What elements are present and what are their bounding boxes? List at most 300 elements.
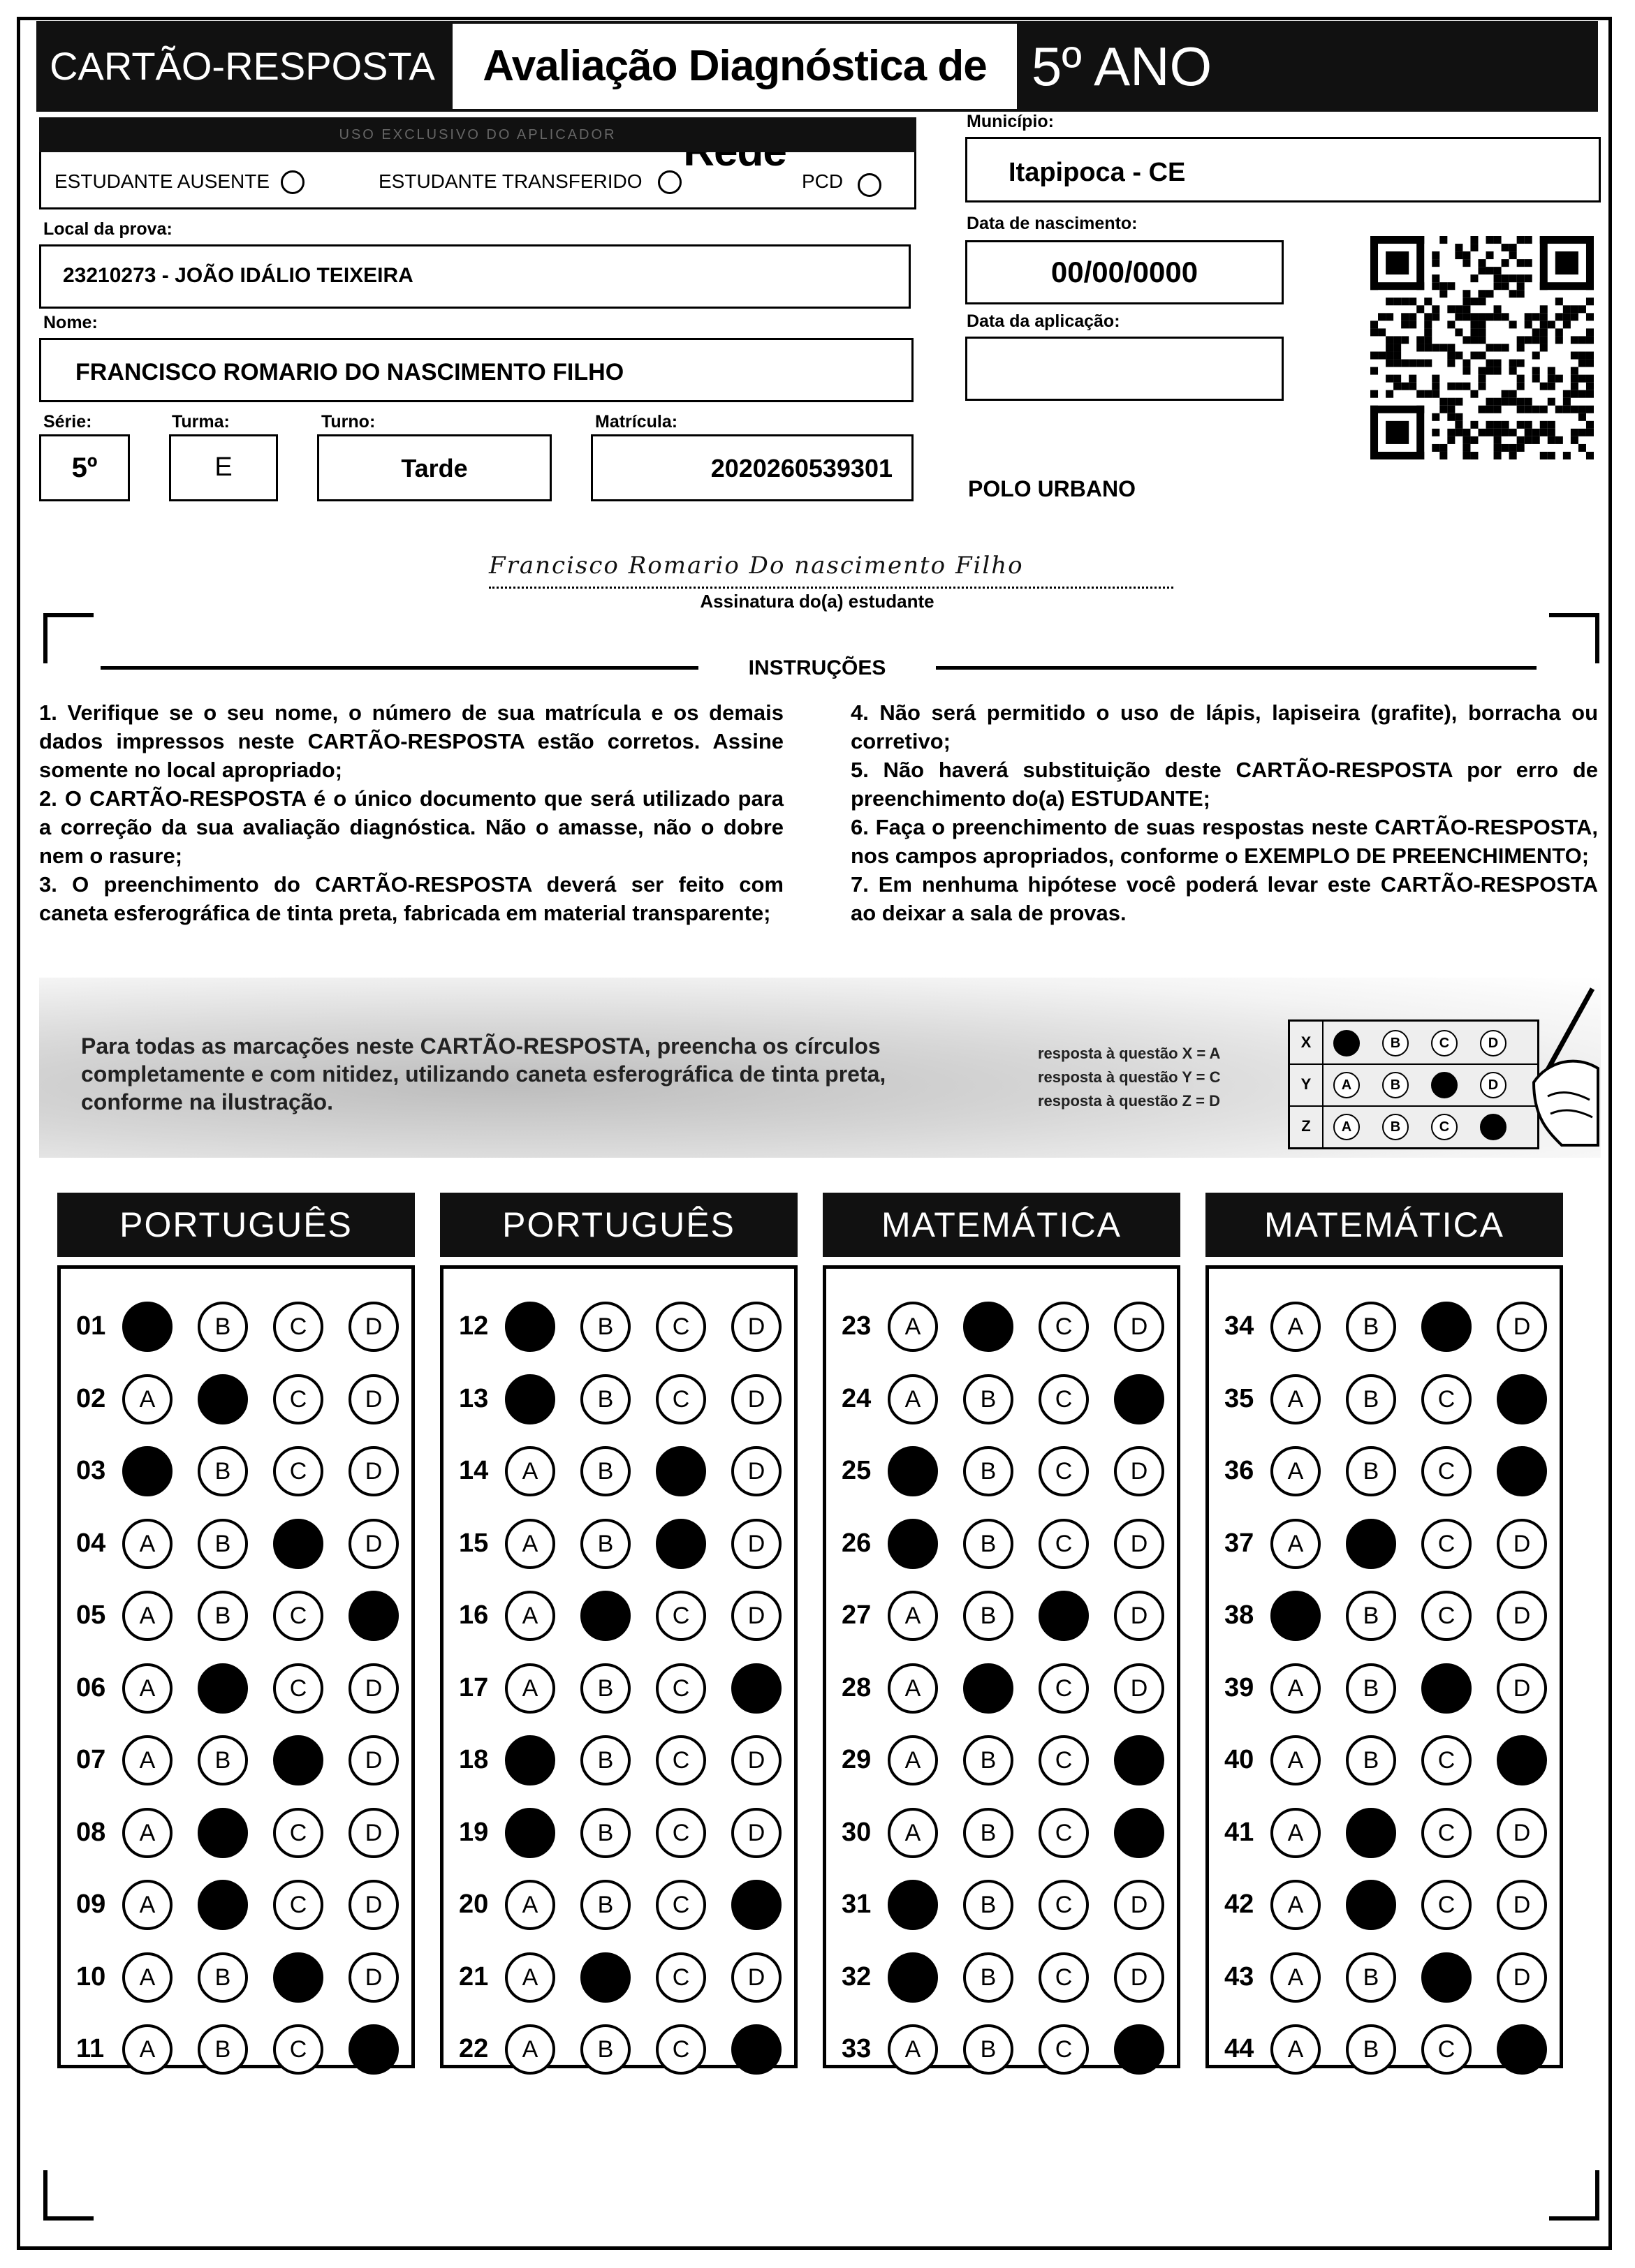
answer-bubble-d[interactable] [731, 1663, 782, 1714]
answer-bubble-b[interactable]: B [963, 1374, 1013, 1424]
pcd-radio[interactable] [858, 173, 881, 197]
card-label: CARTÃO-RESPOSTA [50, 44, 435, 88]
answer-bubble-b[interactable]: B [198, 1591, 248, 1641]
answer-bubble-d[interactable] [1497, 1374, 1547, 1424]
question-number: 35 [1224, 1383, 1254, 1413]
qr-code [1370, 236, 1594, 459]
absent-radio[interactable] [281, 170, 305, 194]
answer-bubble-c[interactable] [1421, 1952, 1472, 2003]
answer-column-2 [440, 1265, 798, 2068]
question-number: 08 [76, 1817, 106, 1847]
pcd-label: PCD [802, 170, 844, 192]
answer-bubble-d[interactable]: D [1114, 1446, 1164, 1496]
answer-bubble-d[interactable]: D [731, 1519, 782, 1569]
question-number: 22 [459, 2034, 489, 2063]
answer-bubble-c[interactable]: C [1421, 2024, 1472, 2075]
answer-bubble-d[interactable] [1114, 1735, 1164, 1785]
answer-bubble-c[interactable]: C [1039, 1735, 1089, 1785]
answer-bubble-c[interactable]: C [656, 1591, 706, 1641]
answer-bubble-d[interactable]: D [1114, 1591, 1164, 1641]
answer-bubble-d[interactable] [1497, 2024, 1547, 2075]
question-number: 25 [842, 1456, 872, 1485]
answer-bubble-d[interactable]: D [731, 1374, 782, 1424]
answer-bubble-c[interactable]: C [1039, 1808, 1089, 1858]
answer-bubble-b[interactable]: B [1346, 1302, 1396, 1352]
instructions-rule-left [101, 666, 701, 670]
question-number: 01 [76, 1311, 106, 1341]
matricula-label: Matrícula: [595, 412, 678, 432]
answer-bubble-d[interactable]: D [731, 1952, 782, 2003]
answer-bubble-d[interactable] [349, 1591, 399, 1641]
answer-bubble-c[interactable] [656, 1519, 706, 1569]
answer-bubble-a[interactable]: A [505, 2024, 555, 2075]
answer-bubble-b[interactable]: B [963, 1519, 1013, 1569]
answer-bubble-c[interactable]: C [273, 1663, 323, 1714]
question-number: 12 [459, 1311, 489, 1341]
question-number: 11 [76, 2034, 105, 2063]
question-row [443, 1298, 794, 1354]
answer-bubble-b[interactable] [580, 1591, 631, 1641]
turma-value: E [214, 452, 233, 482]
answer-bubble-a[interactable]: A [505, 1952, 555, 2003]
answer-bubble-a[interactable]: A [122, 2024, 173, 2075]
answer-bubble-b[interactable]: B [198, 1519, 248, 1569]
answer-bubble-a[interactable] [505, 1374, 555, 1424]
question-number: 05 [76, 1600, 106, 1630]
question-row [61, 2021, 411, 2077]
answer-bubble-b[interactable] [580, 1952, 631, 2003]
question-row [61, 1298, 411, 1354]
question-row [1209, 1876, 1560, 1932]
answer-bubble-c[interactable] [273, 1735, 323, 1785]
answer-bubble-a[interactable]: A [122, 1880, 173, 1930]
example-bubble-b: B [1382, 1114, 1409, 1140]
answer-bubble-d[interactable]: D [731, 1302, 782, 1352]
answer-bubble-a[interactable]: A [505, 1519, 555, 1569]
answer-bubble-c[interactable]: C [1039, 1446, 1089, 1496]
answer-bubble-a[interactable]: A [1270, 1374, 1321, 1424]
answer-bubble-d[interactable]: D [1497, 1519, 1547, 1569]
answer-bubble-b[interactable]: B [580, 1446, 631, 1496]
exam-title: Avaliação Diagnóstica de [453, 24, 1017, 109]
question-number: 29 [842, 1745, 872, 1774]
answer-bubble-b[interactable]: B [1346, 1446, 1396, 1496]
answer-bubble-b[interactable]: B [580, 1735, 631, 1785]
answer-bubble-c[interactable] [1421, 1302, 1472, 1352]
absent-label: ESTUDANTE AUSENTE [54, 170, 270, 192]
fill-example-legend [1038, 1042, 1220, 1113]
example-bubble-a: A [1333, 1072, 1360, 1098]
answer-bubble-b[interactable]: B [963, 1591, 1013, 1641]
question-row [443, 1804, 794, 1860]
answer-bubble-d[interactable]: D [349, 1808, 399, 1858]
question-number: 37 [1224, 1528, 1254, 1558]
answer-bubble-c[interactable]: C [273, 2024, 323, 2075]
local-label: Local da prova: [43, 219, 173, 239]
answer-bubble-c[interactable]: C [656, 1808, 706, 1858]
answer-bubble-c[interactable]: C [656, 1374, 706, 1424]
answer-bubble-d[interactable]: D [731, 1446, 782, 1496]
legend-z: resposta à questão Z = D [1038, 1092, 1221, 1110]
example-bubble-b: B [1382, 1072, 1409, 1098]
question-row [1209, 1587, 1560, 1643]
answer-bubble-b[interactable]: B [1346, 2024, 1396, 2075]
serie-value: 5º [71, 452, 98, 483]
answer-bubble-a[interactable]: A [1270, 1808, 1321, 1858]
instructions-right [851, 698, 1598, 927]
answer-bubble-d[interactable]: D [349, 1880, 399, 1930]
answer-bubble-b[interactable]: B [963, 1880, 1013, 1930]
answer-bubble-b[interactable]: B [1346, 1374, 1396, 1424]
answer-bubble-a[interactable]: A [1270, 1952, 1321, 2003]
serie-label: Série: [43, 412, 92, 432]
question-row [826, 1443, 1177, 1498]
answer-bubble-c[interactable] [273, 1952, 323, 2003]
answer-bubble-d[interactable] [731, 1880, 782, 1930]
answer-bubble-b[interactable]: B [1346, 1952, 1396, 2003]
question-row [826, 1804, 1177, 1860]
question-row [61, 1876, 411, 1932]
answer-bubble-c[interactable]: C [273, 1446, 323, 1496]
question-row [61, 1732, 411, 1788]
answer-bubble-d[interactable] [349, 2024, 399, 2075]
answer-bubble-a[interactable]: A [1270, 1880, 1321, 1930]
answer-bubble-d[interactable]: D [349, 1735, 399, 1785]
aplicacao-label: Data da aplicação: [967, 311, 1120, 331]
answer-bubble-b[interactable]: B [1346, 1591, 1396, 1641]
answer-bubble-c[interactable]: C [273, 1808, 323, 1858]
instruction-2: 2. O CARTÃO-RESPOSTA é o único documento que será utilizado para a correção da sua avaliação diagnóstica. Não o amasse, não o dobre nem o rasure; [39, 786, 784, 868]
instruction-4: 4. Não será permitido o uso de lápis, lapiseira (grafite), borracha ou corretivo; [851, 700, 1598, 753]
answer-bubble-c[interactable]: C [273, 1591, 323, 1641]
transferred-label: ESTUDANTE TRANSFERIDO [379, 170, 643, 192]
answer-bubble-d[interactable]: D [1497, 1302, 1547, 1352]
question-number: 19 [459, 1817, 489, 1847]
answer-bubble-c[interactable]: C [273, 1374, 323, 1424]
answer-bubble-b[interactable]: B [963, 1446, 1013, 1496]
answer-bubble-d[interactable]: D [1497, 1591, 1547, 1641]
question-number: 16 [459, 1600, 489, 1630]
question-row [443, 1371, 794, 1427]
example-bubble-d: D [1480, 1072, 1506, 1098]
question-row [826, 1732, 1177, 1788]
answer-bubble-b[interactable] [198, 1880, 248, 1930]
student-signature: Francisco Romario Do nascimento Filho [489, 552, 1173, 589]
answer-bubble-b[interactable] [963, 1663, 1013, 1714]
answer-bubble-c[interactable]: C [1039, 1663, 1089, 1714]
question-row [826, 1587, 1177, 1643]
question-row [61, 1804, 411, 1860]
answer-bubble-d[interactable]: D [349, 1374, 399, 1424]
question-number: 34 [1224, 1311, 1254, 1341]
answer-bubble-a[interactable]: A [888, 1591, 938, 1641]
transferred-radio[interactable] [658, 170, 682, 194]
answer-bubble-d[interactable]: D [1114, 1663, 1164, 1714]
question-number: 38 [1224, 1600, 1254, 1630]
answer-bubble-b[interactable]: B [580, 1302, 631, 1352]
answer-bubble-b[interactable]: B [580, 1808, 631, 1858]
answer-bubble-d[interactable]: D [349, 1446, 399, 1496]
question-row [61, 1515, 411, 1571]
answer-bubble-a[interactable]: A [888, 2024, 938, 2075]
question-number: 20 [459, 1890, 489, 1919]
answer-bubble-a[interactable]: A [505, 1446, 555, 1496]
answer-bubble-d[interactable]: D [1497, 1952, 1547, 2003]
answer-bubble-c[interactable]: C [656, 2024, 706, 2075]
answer-bubble-b[interactable] [198, 1808, 248, 1858]
answer-bubble-a[interactable] [505, 1808, 555, 1858]
answer-bubble-d[interactable]: D [349, 1952, 399, 2003]
answer-bubble-d[interactable]: D [349, 1302, 399, 1352]
answer-bubble-c[interactable]: C [1039, 1880, 1089, 1930]
answer-bubble-b[interactable] [963, 1302, 1013, 1352]
answer-bubble-c[interactable]: C [1039, 1374, 1089, 1424]
example-bubble-d: D [1480, 1030, 1506, 1056]
answer-bubble-c[interactable]: C [1421, 1591, 1472, 1641]
example-bubble-a [1333, 1030, 1360, 1056]
question-row [826, 1371, 1177, 1427]
answer-bubble-b[interactable]: B [198, 2024, 248, 2075]
answer-bubble-c[interactable]: C [656, 1735, 706, 1785]
question-number: 39 [1224, 1672, 1254, 1702]
answer-bubble-c[interactable]: C [1039, 1952, 1089, 2003]
question-number: 42 [1224, 1890, 1254, 1919]
answer-bubble-c[interactable]: C [656, 1302, 706, 1352]
answer-bubble-c[interactable] [273, 1519, 323, 1569]
question-row [1209, 1660, 1560, 1716]
answer-bubble-c[interactable]: C [1421, 1808, 1472, 1858]
answer-bubble-b[interactable]: B [1346, 1735, 1396, 1785]
answer-bubble-b[interactable]: B [1346, 1663, 1396, 1714]
answer-bubble-c[interactable]: C [656, 1663, 706, 1714]
example-bubble-a: A [1333, 1114, 1360, 1140]
answer-bubble-c[interactable]: C [1039, 1302, 1089, 1352]
question-number: 03 [76, 1456, 106, 1485]
answer-bubble-a[interactable] [888, 1952, 938, 2003]
answer-bubble-b[interactable]: B [198, 1952, 248, 2003]
answer-bubble-d[interactable] [1114, 1808, 1164, 1858]
answer-bubble-a[interactable] [888, 1519, 938, 1569]
answer-bubble-c[interactable]: C [273, 1302, 323, 1352]
section-title-1: PORTUGUÊS [57, 1193, 415, 1257]
answer-bubble-a[interactable]: A [505, 1880, 555, 1930]
question-number: 09 [76, 1890, 106, 1919]
nascimento-value: 00/00/0000 [1050, 256, 1198, 288]
answer-bubble-d[interactable]: D [1114, 1302, 1164, 1352]
answer-bubble-d[interactable]: D [731, 1735, 782, 1785]
instruction-6: 6. Faça o preenchimento de suas respostas neste CARTÃO-RESPOSTA, nos campos apropriados, conforme o EXEMPLO DE PREENCHIMENTO; [851, 815, 1598, 868]
answer-bubble-a[interactable]: A [1270, 1735, 1321, 1785]
question-number: 36 [1224, 1456, 1254, 1485]
answer-bubble-d[interactable]: D [1114, 1880, 1164, 1930]
answer-column-3 [823, 1265, 1180, 2068]
hand-pen-icon [1520, 978, 1601, 1158]
answer-bubble-b[interactable]: B [580, 1519, 631, 1569]
answer-bubble-d[interactable]: D [731, 1591, 782, 1641]
question-number: 43 [1224, 1961, 1254, 1991]
answer-bubble-c[interactable]: C [1421, 1880, 1472, 1930]
answer-bubble-c[interactable]: C [1421, 1374, 1472, 1424]
question-row [61, 1949, 411, 2005]
answer-bubble-b[interactable] [1346, 1808, 1396, 1858]
question-row [826, 1515, 1177, 1571]
instruction-3: 3. O preenchimento do CARTÃO-RESPOSTA deverá ser feito com caneta esferográfica de tinta preta, fabricada em material transparente; [39, 872, 784, 925]
answer-bubble-b[interactable]: B [963, 1808, 1013, 1858]
answer-bubble-d[interactable]: D [1497, 1808, 1547, 1858]
question-number: 06 [76, 1672, 106, 1702]
answer-bubble-c[interactable]: C [1039, 2024, 1089, 2075]
answer-bubble-c[interactable] [1039, 1591, 1089, 1641]
municipio-value: Itapipoca - CE [1009, 158, 1186, 187]
instructions-rule-right [929, 666, 1537, 670]
example-bubble-c: C [1431, 1114, 1458, 1140]
question-number: 24 [842, 1383, 872, 1413]
nascimento-label: Data de nascimento: [967, 214, 1138, 233]
answer-bubble-c[interactable] [656, 1446, 706, 1496]
answer-bubble-d[interactable] [1497, 1446, 1547, 1496]
answer-bubble-d[interactable]: D [1497, 1880, 1547, 1930]
answer-column-1 [57, 1265, 415, 2068]
answer-bubble-b[interactable]: B [198, 1302, 248, 1352]
answer-bubble-b[interactable]: B [963, 2024, 1013, 2075]
question-number: 41 [1224, 1817, 1254, 1847]
example-row-key: Y [1290, 1063, 1324, 1105]
question-row [826, 1949, 1177, 2005]
question-number: 02 [76, 1383, 106, 1413]
answer-bubble-a[interactable]: A [1270, 2024, 1321, 2075]
answer-bubble-d[interactable]: D [1114, 1519, 1164, 1569]
answer-bubble-a[interactable]: A [1270, 1519, 1321, 1569]
answer-bubble-a[interactable]: A [122, 1519, 173, 1569]
question-row [443, 1660, 794, 1716]
answer-bubble-b[interactable]: B [580, 1663, 631, 1714]
answer-bubble-a[interactable] [505, 1735, 555, 1785]
question-row [443, 2021, 794, 2077]
question-row [443, 1949, 794, 2005]
answer-bubble-a[interactable]: A [122, 1808, 173, 1858]
question-row [61, 1371, 411, 1427]
question-number: 17 [459, 1672, 489, 1702]
question-row [61, 1587, 411, 1643]
answer-bubble-a[interactable]: A [122, 1591, 173, 1641]
answer-bubble-a[interactable]: A [888, 1808, 938, 1858]
answer-bubble-a[interactable]: A [1270, 1302, 1321, 1352]
question-row [1209, 1732, 1560, 1788]
answer-bubble-b[interactable] [1346, 1880, 1396, 1930]
answer-bubble-b[interactable]: B [580, 2024, 631, 2075]
answer-bubble-b[interactable]: B [963, 1735, 1013, 1785]
answer-bubble-c[interactable]: C [1421, 1735, 1472, 1785]
local-value: 23210273 - JOÃO IDÁLIO TEIXEIRA [63, 264, 413, 287]
fill-example-panel [39, 978, 1601, 1158]
turno-value: Tarde [401, 454, 468, 483]
answer-bubble-c[interactable]: C [1039, 1519, 1089, 1569]
answer-bubble-d[interactable]: D [349, 1519, 399, 1569]
answer-bubble-d[interactable] [1114, 1374, 1164, 1424]
instructions-left [39, 698, 784, 927]
section-title-2: PORTUGUÊS [440, 1193, 798, 1257]
answer-bubble-d[interactable]: D [1114, 1952, 1164, 2003]
answer-bubble-a[interactable] [888, 1880, 938, 1930]
answer-bubble-c[interactable] [1421, 1663, 1472, 1714]
answer-column-4 [1205, 1265, 1563, 2068]
question-number: 23 [842, 1311, 872, 1341]
answer-bubble-a[interactable]: A [505, 1591, 555, 1641]
answer-bubble-a[interactable]: A [1270, 1663, 1321, 1714]
answer-bubble-a[interactable]: A [122, 1952, 173, 2003]
answer-bubble-b[interactable] [198, 1663, 248, 1714]
answer-bubble-a[interactable]: A [888, 1374, 938, 1424]
answer-bubble-b[interactable]: B [580, 1880, 631, 1930]
question-row [826, 1298, 1177, 1354]
answer-bubble-c[interactable]: C [1421, 1446, 1472, 1496]
answer-bubble-a[interactable]: A [1270, 1446, 1321, 1496]
example-row-x [1290, 1022, 1537, 1065]
answer-bubble-a[interactable]: A [505, 1663, 555, 1714]
question-row [1209, 1515, 1560, 1571]
answer-bubble-d[interactable] [731, 2024, 782, 2075]
aplicacao-field[interactable] [965, 337, 1284, 401]
question-number: 18 [459, 1745, 489, 1774]
corner-mark-bottom-right [1549, 2170, 1599, 2221]
answer-bubble-c[interactable]: C [656, 1952, 706, 2003]
answer-bubble-b[interactable]: B [963, 1952, 1013, 2003]
question-number: 33 [842, 2034, 872, 2063]
answer-bubble-a[interactable]: A [888, 1663, 938, 1714]
question-row [61, 1660, 411, 1716]
nome-value: FRANCISCO ROMARIO DO NASCIMENTO FILHO [75, 359, 624, 385]
answer-bubble-a[interactable] [122, 1446, 173, 1496]
answer-bubble-c[interactable]: C [273, 1880, 323, 1930]
answer-bubble-c[interactable]: C [656, 1880, 706, 1930]
answer-bubble-d[interactable]: D [349, 1663, 399, 1714]
answer-bubble-a[interactable] [888, 1446, 938, 1496]
example-bubble-b: B [1382, 1030, 1409, 1056]
question-row [1209, 1443, 1560, 1498]
question-row [443, 1443, 794, 1498]
question-row [61, 1443, 411, 1498]
answer-bubble-b[interactable] [1346, 1519, 1396, 1569]
legend-y: resposta à questão Y = C [1038, 1068, 1221, 1086]
answer-bubble-b[interactable]: B [198, 1446, 248, 1496]
answer-bubble-a[interactable] [505, 1302, 555, 1352]
polo-label: POLO URBANO [968, 476, 1136, 501]
answer-bubble-d[interactable]: D [731, 1808, 782, 1858]
question-number: 44 [1224, 2034, 1254, 2063]
legend-x: resposta à questão X = A [1038, 1045, 1221, 1062]
answer-bubble-b[interactable]: B [198, 1735, 248, 1785]
answer-bubble-a[interactable] [122, 1302, 173, 1352]
answer-bubble-d[interactable] [1114, 2024, 1164, 2075]
question-row [443, 1732, 794, 1788]
answer-bubble-a[interactable]: A [122, 1374, 173, 1424]
answer-bubble-a[interactable]: A [122, 1735, 173, 1785]
answer-bubble-a[interactable]: A [888, 1735, 938, 1785]
corner-mark-bottom-left [43, 2170, 94, 2221]
answer-bubble-a[interactable]: A [122, 1663, 173, 1714]
question-number: 32 [842, 1961, 872, 1991]
answer-bubble-a[interactable]: A [888, 1302, 938, 1352]
answer-bubble-b[interactable]: B [580, 1374, 631, 1424]
question-number: 10 [76, 1961, 106, 1991]
question-row [826, 1660, 1177, 1716]
answer-bubble-a[interactable] [1270, 1591, 1321, 1641]
question-number: 15 [459, 1528, 489, 1558]
answer-bubble-d[interactable] [1497, 1735, 1547, 1785]
answer-bubble-b[interactable] [198, 1374, 248, 1424]
answer-bubble-c[interactable]: C [1421, 1519, 1472, 1569]
answer-bubble-d[interactable]: D [1497, 1663, 1547, 1714]
